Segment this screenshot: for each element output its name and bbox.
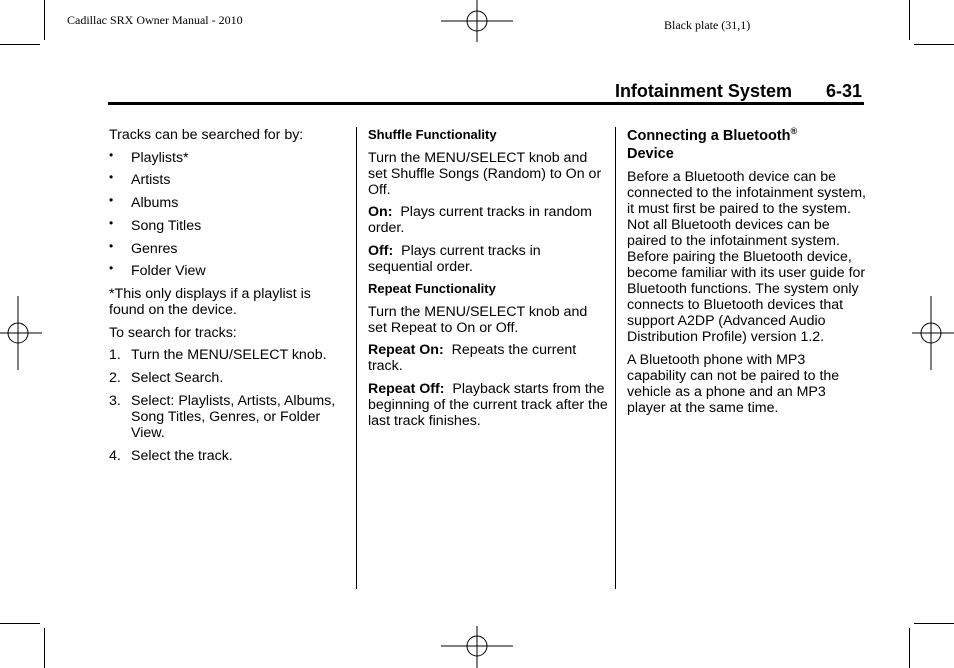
list-item: • Song Titles: [109, 215, 202, 234]
bluetooth-heading: Connecting a Bluetooth® Device: [627, 126, 798, 162]
step-item: 1. Turn the MENU/SELECT knob.: [109, 347, 327, 364]
section-header: [615, 81, 862, 102]
bullet-icon: •: [109, 261, 114, 276]
manual-title: Cadillac SRX Owner Manual - 2010: [67, 13, 243, 27]
shuffle-on-item: On: Plays current tracks in random order.: [368, 204, 592, 236]
column-3: [627, 127, 867, 422]
repeat-on-label: Repeat On:: [368, 342, 444, 358]
column-2: [368, 127, 608, 435]
shuffle-heading: Shuffle Functionality: [368, 127, 497, 142]
search-steps-list: [109, 347, 349, 464]
list-item: • Folder View: [109, 261, 206, 280]
bullet-icon: •: [109, 170, 114, 185]
bluetooth-mp3-text: A Bluetooth phone with MP3 capability can not be paired to the vehicle as a phone and an MP3 player at the same time.: [627, 351, 840, 416]
registration-mark-top: [441, 0, 513, 42]
search-criteria-list: [109, 147, 349, 280]
repeat-text: Turn the MENU/SELECT knob and set Repeat to On or Off.: [368, 303, 588, 336]
page-number: 6-31: [825, 81, 862, 101]
list-item: • Playlists*: [109, 147, 189, 166]
step-item: 2. Select Search.: [109, 370, 224, 387]
registered-mark: ®: [790, 126, 798, 137]
on-label: On:: [368, 204, 393, 220]
repeat-on-item: Repeat On: Repeats the current track.: [368, 342, 577, 374]
column-divider-1: [356, 127, 357, 589]
search-intro-text: Tracks can be searched for by:: [109, 127, 304, 143]
bullet-icon: •: [109, 215, 114, 230]
repeat-off-label: Repeat Off:: [368, 380, 445, 397]
shuffle-text: Turn the MENU/SELECT knob and set Shuffle Songs (Random) to On or Off.: [368, 149, 602, 198]
off-label: Off:: [368, 242, 394, 259]
registration-mark-bottom: [441, 626, 513, 668]
bullet-icon: •: [109, 193, 114, 208]
section-title: Infotainment System: [614, 81, 792, 101]
registration-mark-right: [912, 296, 954, 370]
column-divider-2: [615, 127, 616, 589]
search-steps-intro: To search for tracks:: [109, 324, 237, 341]
shuffle-off-item: Off: Plays current tracks in sequential order.: [368, 242, 541, 275]
bullet-icon: •: [109, 147, 114, 162]
bullet-icon: •: [109, 238, 114, 253]
plate-label: Black plate (31,1): [664, 18, 751, 32]
list-item: • Albums: [109, 193, 179, 212]
repeat-off-item: Repeat Off: Playback starts from the beginning of the current track after the last track finishes.: [368, 380, 608, 429]
column-1: [109, 127, 349, 471]
bluetooth-pairing-text: Before a Bluetooth device can be connected to the infotainment system, it must first be paired to the system. Not all Bluetooth devices can be paired to the infotainment system. Before pairing the Bluetooth device, become familiar with its user guide for Bluetooth functions. The system only connects to Bluetooth devices that support A2DP (Advanced Audio Distribution Profile) version 1.2.: [627, 169, 866, 345]
list-item: • Artists: [109, 170, 171, 189]
registration-mark-left: [0, 296, 42, 370]
list-item: • Genres: [109, 238, 178, 257]
repeat-heading: Repeat Functionality: [368, 281, 496, 296]
step-item: 3. Select: Playlists, Artists, Albums, Song Titles, Genres, or Folder View.: [109, 393, 336, 442]
step-item: 4. Select the track.: [109, 448, 233, 465]
header-rule: [108, 102, 864, 105]
playlist-note: *This only displays if a playlist is found on the device.: [109, 286, 311, 319]
